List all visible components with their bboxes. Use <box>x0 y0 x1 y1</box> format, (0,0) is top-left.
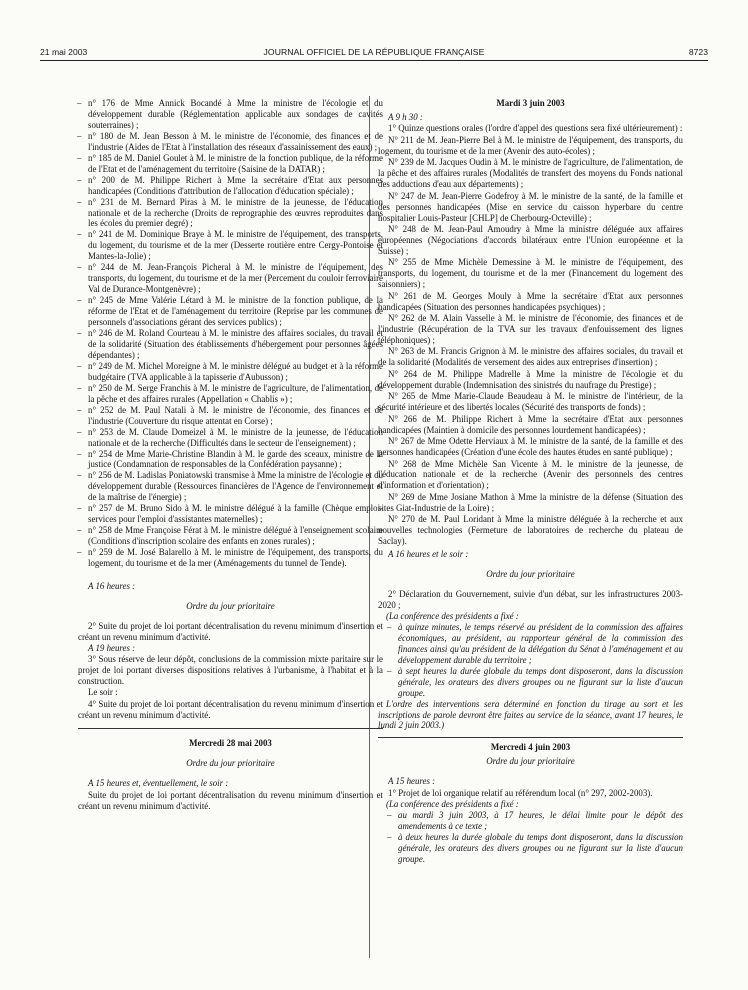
list-item: – n° 185 de M. Daniel Goulet à M. le ministre de la fonction publique, de la réforme de l'Etat et de l'aménagement du territoire (Saisine de la DATAR) ; <box>77 152 383 174</box>
list-item: – n° 254 de Mme Marie-Christine Blandin à M. le garde des sceaux, ministre de la justice (Condamnation de responsables de la Confédération paysanne) ; <box>77 448 383 470</box>
list-item: – n° 257 de M. Bruno Sido à M. le ministre délégué à la famille (Chèque emploi-services pour l'emploi d'assistantes maternelles) ; <box>77 503 383 525</box>
list-item: N° 264 de M. Philippe Madrelle à Mme la ministre de l'écologie et du développement durable (Indemnisation des sinistrés du naufrage du Prestige) ; <box>378 368 683 390</box>
list-item: – n° 252 de M. Paul Natali à M. le ministre de l'économie, des finances et de l'industrie (Couverture du risque attentat en Corse) ; <box>77 404 383 426</box>
question-list-right <box>378 135 683 547</box>
list-item: – n° 231 de M. Bernard Piras à M. le ministre de la jeunesse, de l'éducation nationale et de la recherche (Droits de reprographie des œuvres reproduites dans les écoles du premier degré) ; <box>77 196 383 229</box>
list-item: – à sept heures la durée globale du temps dont disposeront, dans la discussion générale, les orateurs des divers groupes ou ne figurant sur la liste d'aucun groupe. <box>387 665 683 698</box>
agenda-item: 2° Déclaration du Gouvernement, suivie d'un débat, sur les infrastructures 2003-2020 ; <box>378 589 683 610</box>
list-item: – n° 176 de Mme Annick Bocandé à Mme la ministre de l'écologie et du développement durable (Réglementation applicable aux sondages de cavités souterraines) ; <box>77 98 383 130</box>
conference-note: L'ordre des interventions sera déterminé en fonction du tirage au sort et les inscriptions de parole devront être faites au service de la séance, avant 17 heures, le lundi 2 juin 2003.) <box>378 698 683 731</box>
list-item: N° 269 de Mme Josiane Mathon à Mme la ministre de la défense (Situation des sites Giat-Industrie de la Loire) ; <box>378 491 683 513</box>
list-item: N° 248 de M. Jean-Paul Amoudry à Mme la ministre déléguée aux affaires européennes (Négociations d'accords bilatéraux entre l'Union européenne et la Suisse) ; <box>378 223 683 256</box>
list-item: N° 266 de M. Philippe Richert à Mme la secrétaire d'Etat aux personnes handicapées (Maintien à domicile des personnes lourdement handicapées) ; <box>378 413 683 435</box>
left-column <box>78 98 383 812</box>
list-item: – n° 249 de M. Michel Moreigne à M. le ministre délégué au budget et à la réforme budgétaire (TVA applicable à la tapisserie d'Aubusson) ; <box>77 360 383 382</box>
list-item: N° 265 de Mme Marie-Claude Beaudeau à M. le ministre de l'intérieur, de la sécurité intérieure et des libertés locales (Sécurité des transports de fonds) ; <box>378 391 683 413</box>
list-item: N° 270 de M. Paul Loridant à Mme la ministre déléguée à la recherche et aux nouvelles technologies (Fermeture de laboratoires de recherche du plateau de Saclay). <box>378 514 683 547</box>
agenda-item: 2° Suite du projet de loi portant décentralisation du revenu minimum d'insertion et créant un revenu minimum d'activité. <box>78 620 383 642</box>
right-column <box>378 98 683 864</box>
day-heading: Mardi 3 juin 2003 <box>496 98 565 108</box>
list-item: – n° 259 de M. José Balarello à M. le ministre de l'équipement, des transports, du logement, du tourisme et de la mer (Aménagements du tunnel de Tende). <box>77 547 383 569</box>
time-label: A 16 heures et le soir : <box>388 549 469 560</box>
time-label: Le soir : <box>88 687 118 698</box>
list-item: – n° 200 de M. Philippe Richert à Mme la secrétaire d'Etat aux personnes handicapées (Conditions d'attribution de l'allocation d'éducation spéciale) ; <box>77 174 383 196</box>
time-label: A 9 h 30 : <box>388 111 423 122</box>
list-item: – n° 245 de Mme Valérie Létard à M. le ministre de la fonction publique, de la réforme de l'Etat et de l'aménagement du territoire (Reprise par les communes de personnels d'associations gérant des services publics) ; <box>77 295 383 328</box>
agenda-item: 3° Sous réserve de leur dépôt, conclusions de la commission mixte paritaire sur le projet de loi portant diverses dispositions relatives à l'urbanisme, à l'habitat et à la construction. <box>78 654 383 687</box>
list-item: N° 247 de M. Jean-Pierre Godefroy à M. le ministre de la santé, de la famille et des personnes handicapées (Mise en service du caisson hyperbare du centre hospitalier Louis-Pasteur [CHLP] de Cherbourg-Octeville) ; <box>378 190 683 223</box>
question-list-left <box>78 98 383 569</box>
list-item: – n° 180 de M. Jean Besson à M. le ministre de l'économie, des finances et de l'industrie (Aides de l'Etat à l'installation des réseaux d'assainissement des eaux) ; <box>77 130 383 152</box>
list-item: – à deux heures la durée globale du temps dont disposeront, dans la discussion générale, les orateurs des divers groupes ou ne figurant sur la liste d'aucun groupe. <box>387 831 683 864</box>
conference-note: (La conférence des présidents a fixé : <box>386 798 519 809</box>
agenda-item: 1° Projet de loi organique relatif au référendum local (n° 297, 2002-2003). <box>388 787 653 798</box>
day-heading: Mercredi 4 juin 2003 <box>490 742 571 753</box>
list-item: N° 267 de Mme Odette Herviaux à M. le ministre de la santé, de la famille et des personnes handicapées (Création d'une école des hautes études en santé publique) ; <box>378 436 683 458</box>
list-item: N° 255 de Mme Michèle Demessine à M. le ministre de l'équipement, des transports, du logement, du tourisme et de la mer (Financement du logement des saisonniers) ; <box>378 257 683 290</box>
list-item: – n° 250 de M. Serge Franchis à M. le ministre de l'agriculture, de l'alimentation, de la pêche et des affaires rurales (Appellation « Chablis ») ; <box>77 382 383 404</box>
agenda-item: Suite du projet de loi portant décentralisation du revenu minimum d'insertion et créant un revenu minimum d'activité. <box>78 789 383 811</box>
day-heading: Mercredi 28 mai 2003 <box>189 738 272 749</box>
agenda-item: 1° Quinze questions orales (l'ordre d'appel des questions sera fixé ultérieurement) : <box>388 123 683 134</box>
time-label: A 19 heures : <box>88 642 136 653</box>
agenda-heading: Ordre du jour prioritaire <box>186 758 275 769</box>
agenda-heading: Ordre du jour prioritaire <box>186 600 275 611</box>
header-date: 21 mai 2003 <box>40 47 88 57</box>
page-header <box>40 47 708 61</box>
list-item: – n° 253 de M. Claude Domeizel à M. le ministre de la jeunesse, de l'éducation nationale et de la recherche (Difficultés dans le secteur de l'enseignement) ; <box>77 426 383 448</box>
list-item: N° 239 de M. Jacques Oudin à M. le ministre de l'agriculture, de l'alimentation, de la pêche et des affaires rurales (Modalités de transfert des moyens du Fonds national des adductions d'eau aux départements) ; <box>378 157 683 190</box>
conference-note: (La conférence des présidents a fixé : <box>386 610 519 621</box>
agenda-item: 4° Suite du projet de loi portant décentralisation du revenu minimum d'insertion et créant un revenu minimum d'activité. <box>78 698 383 720</box>
agenda-heading: Ordre du jour prioritaire <box>486 569 575 580</box>
time-label: A 15 heures : <box>388 776 436 787</box>
agenda-heading: Ordre du jour prioritaire <box>486 756 575 767</box>
time-label: A 16 heures : <box>88 580 136 591</box>
header-rule <box>40 60 708 61</box>
list-item: N° 262 de M. Alain Vasselle à M. le ministre de l'économie, des finances et de l'industrie (Récupération de la TVA sur les travaux d'enfouissement des lignes téléphoniques) ; <box>378 313 683 346</box>
list-item: N° 263 de M. Francis Grignon à M. le ministre des affaires sociales, du travail et de la solidarité (Modalités de versement des aides aux entreprises d'insertion) ; <box>378 346 683 368</box>
section-rule <box>78 728 383 729</box>
list-item: – n° 258 de Mme Françoise Férat à M. le ministre délégué à l'enseignement scolaire (Conditions d'inscription scolaire des enfants en zones rurales) ; <box>77 525 383 547</box>
page-number: 8723 <box>688 47 708 57</box>
list-item: N° 211 de M. Jean-Pierre Bel à M. le ministre de l'équipement, des transports, du logement, du tourisme et de la mer (Avenir des auto-écoles) ; <box>378 134 683 156</box>
list-item: – n° 256 de M. Ladislas Poniatowski transmise à Mme la ministre de l'écologie et du développement durable (Ressources financières de l'Agence de l'environnement et de la maîtrise de l'énergie) ; <box>77 470 383 503</box>
section-rule <box>378 737 683 738</box>
list-item: – au mardi 3 juin 2003, à 17 heures, le délai limite pour le dépôt des amendements à ce texte ; <box>387 809 683 831</box>
list-item: N° 261 de M. Georges Mouly à Mme la secrétaire d'Etat aux personnes handicapées (Situation des personnes handicapées psychiques) ; <box>378 290 683 312</box>
journal-title: JOURNAL OFFICIEL DE LA RÉPUBLIQUE FRANÇAISE <box>263 47 485 57</box>
list-item: N° 268 de Mme Michèle San Vicente à M. le ministre de la jeunesse, de l'éducation nationale et de la recherche (Avenir des personnels des centres d'information et d'orientation) ; <box>378 458 683 491</box>
list-item: – n° 241 de M. Dominique Braye à M. le ministre de l'équipement, des transports, du logement, du tourisme et de la mer (Desserte routière entre Cergy-Pontoise et Mantes-la-Jolie) ; <box>77 229 383 262</box>
list-item: – n° 244 de M. Jean-François Picheral à M. le ministre de l'équipement, des transports, du logement, du tourisme et de la mer (Percement du couloir ferroviaire Val de Durance-Montgenèvre) ; <box>77 262 383 295</box>
list-item: – à quinze minutes, le temps réservé au président de la commission des affaires économiques, au président, au rapporteur général de la commission des finances ainsi qu'au président de la délégation du Sénat à l'aménagement et au développement durable du territoire ; <box>387 621 683 665</box>
list-item: – n° 246 de M. Roland Courteau à M. le ministre des affaires sociales, du travail et de la solidarité (Situation des établissements d'hébergement pour personnes âgées dépendantes) ; <box>77 328 383 360</box>
time-label: A 15 heures et, éventuellement, le soir : <box>88 778 229 789</box>
